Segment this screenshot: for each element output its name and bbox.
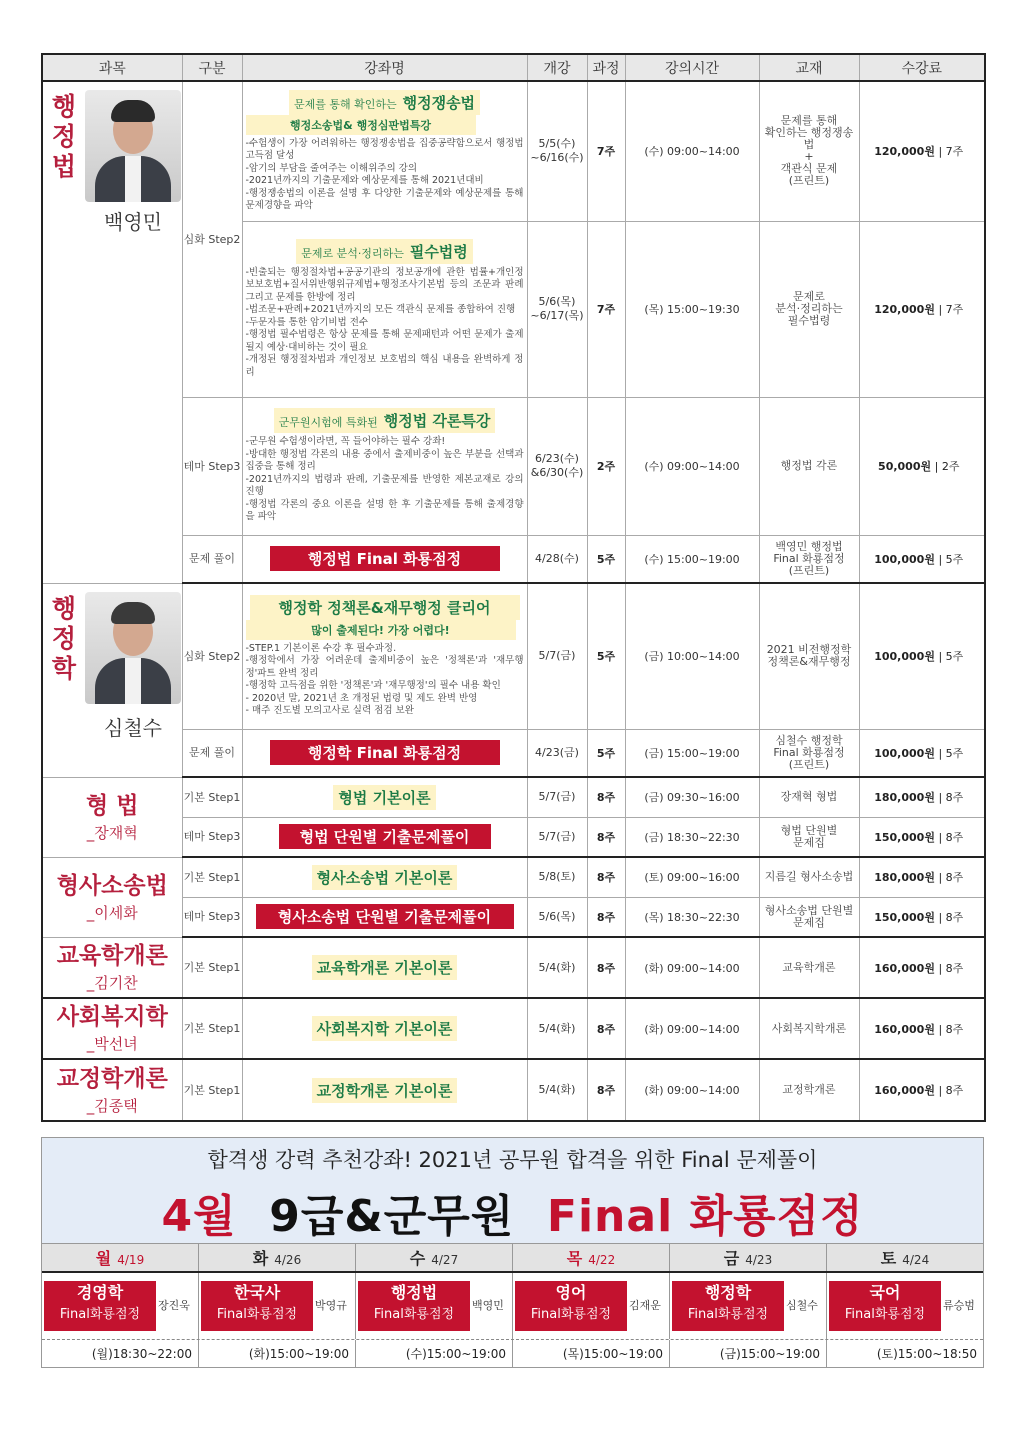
fee: 180,000원 | 8주	[859, 857, 985, 897]
lecture-time: (금) 09:30~16:00	[625, 777, 759, 817]
header-subject: 과목	[42, 54, 182, 81]
teacher-name: 백영민	[104, 210, 162, 234]
fee: 160,000원 | 8주	[859, 1059, 985, 1121]
course-cell	[242, 729, 527, 777]
teacher-name: _장재혁	[86, 823, 138, 842]
final-subject: 한국사	[233, 1283, 281, 1302]
table-row	[42, 81, 985, 221]
weeks: 8주	[587, 857, 625, 897]
teacher-name: _박선녀	[86, 1035, 138, 1053]
course-cell	[242, 777, 527, 817]
course-title[interactable]: 형법 단원별 기출문제풀이	[279, 824, 491, 849]
lecture-time: (금) 15:00~19:00	[625, 729, 759, 777]
course-description: -빈출되는 행정절차법+공공기관의 정보공개에 관한 법률+개인정보보호법+질서위반행위규제법+행정조사기본법 등의 조문과 판례 그리고 문제를 한방에 정리 -법조문+판례+2021년까지의 모든 객관식 문제를 종합하여 진행 -두문자를 통한 암기비법 전수 -행정법 필수법령은 항상 문제를 통해 문제패턴과 어떤 문제가 출제될지 예상·대비하는 것이 필요 -개정된 행정절차법과 개인정보 보호법의 핵심 내용을 완벽하게 정리	[245, 266, 524, 378]
subject-public-admin-cell	[42, 583, 182, 777]
schedule-table-wrapper	[41, 53, 984, 1122]
course-cell	[242, 221, 527, 397]
subject-title: 형 법	[86, 792, 139, 819]
teacher-name: 심철수	[104, 715, 162, 740]
subject-education-cell	[42, 937, 182, 998]
table-row	[42, 817, 985, 857]
course-cell	[242, 817, 527, 857]
start-date: 5/7(금)	[527, 777, 587, 817]
weeks: 8주	[587, 998, 625, 1059]
lecture-time: (목) 18:30~22:30	[625, 897, 759, 937]
header-textbook: 교재	[759, 54, 859, 81]
final-label: Final화룡점정	[373, 1307, 455, 1322]
final-course-card[interactable]	[513, 1273, 670, 1339]
start-date: 5/7(금)	[527, 817, 587, 857]
course-title[interactable]: 문제로 분석·정리하는 필수법령	[296, 239, 473, 264]
course-title[interactable]: 행정법 Final 화룡점정	[270, 546, 500, 571]
textbook: 형법 단원별 문제집	[759, 817, 859, 857]
fee: 100,000원 | 5주	[859, 535, 985, 583]
final-time: (금)15:00~19:00	[670, 1340, 827, 1367]
fee: 150,000원 | 8주	[859, 897, 985, 937]
fee: 180,000원 | 8주	[859, 777, 985, 817]
textbook: 문제를 통해 확인하는 행정쟁송법 + 객관식 문제 (프린트)	[759, 81, 859, 221]
course-cell	[242, 1059, 527, 1121]
final-teacher: 백영민	[472, 1299, 504, 1312]
textbook: 교정학개론	[759, 1059, 859, 1121]
final-subject: 경영학	[76, 1283, 124, 1302]
final-course-box[interactable]	[358, 1281, 470, 1331]
final-time: (수)15:00~19:00	[356, 1340, 513, 1367]
lecture-time: (토) 09:00~16:00	[625, 857, 759, 897]
course-title[interactable]: 교정학개론 기본이론	[312, 1078, 458, 1103]
table-row	[42, 1059, 985, 1121]
weeks: 5주	[587, 729, 625, 777]
final-course-card[interactable]	[42, 1273, 199, 1339]
banner-times-row	[42, 1339, 983, 1367]
course-title[interactable]: 교육학개론 기본이론	[312, 955, 458, 980]
final-time: (화)15:00~19:00	[199, 1340, 356, 1367]
weeks: 8주	[587, 777, 625, 817]
final-subject: 행정법	[390, 1283, 438, 1302]
table-row	[42, 729, 985, 777]
final-label: Final화룡점정	[844, 1307, 926, 1322]
table-row	[42, 937, 985, 998]
course-cell	[242, 857, 527, 897]
header-fee: 수강료	[859, 54, 985, 81]
final-teacher: 장진욱	[158, 1299, 190, 1312]
course-title[interactable]: 행정학 Final 화룡점정	[270, 740, 500, 765]
final-time: (목)15:00~19:00	[513, 1340, 670, 1367]
lecture-time: (화) 09:00~14:00	[625, 937, 759, 998]
course-title[interactable]: 형사소송법 단원별 기출문제풀이	[256, 904, 514, 929]
course-cell	[242, 897, 527, 937]
course-cell	[242, 998, 527, 1059]
course-title[interactable]: 형법 기본이론	[333, 785, 435, 810]
course-cell	[242, 535, 527, 583]
weeks: 8주	[587, 817, 625, 857]
division-cell: 기본 Step1	[182, 857, 242, 897]
division-cell: 테마 Step3	[182, 397, 242, 535]
start-date: 4/28(수)	[527, 535, 587, 583]
day-header: 화 4/26	[199, 1244, 356, 1271]
division-cell: 기본 Step1	[182, 1059, 242, 1121]
table-row	[42, 583, 985, 729]
course-subtitle: 행정소송법& 행정심판법특강	[246, 115, 476, 135]
course-title[interactable]: 군무원시험에 특화된 행정법 각론특강	[274, 408, 496, 433]
final-course-box[interactable]	[515, 1281, 627, 1331]
course-schedule-table	[41, 53, 986, 1122]
teacher-photo	[85, 592, 181, 704]
division-cell: 기본 Step1	[182, 998, 242, 1059]
table-row	[42, 857, 985, 897]
division-cell: 심화 Step2	[182, 81, 242, 397]
fee: 160,000원 | 8주	[859, 998, 985, 1059]
final-course-card[interactable]	[356, 1273, 513, 1339]
textbook: 장재혁 형법	[759, 777, 859, 817]
course-cell	[242, 583, 527, 729]
final-teacher: 박영규	[315, 1299, 347, 1312]
lecture-time: (금) 10:00~14:00	[625, 583, 759, 729]
subject-criminal-law-cell	[42, 777, 182, 857]
lecture-time: (금) 18:30~22:30	[625, 817, 759, 857]
day-header: 수 4/27	[356, 1244, 513, 1271]
banner-cards-row	[42, 1273, 983, 1339]
start-date: 4/23(금)	[527, 729, 587, 777]
subject-public-admin-title: 행 정 학	[51, 593, 77, 683]
final-time: (토)15:00~18:50	[876, 1347, 977, 1361]
subject-title: 형사소송법	[56, 872, 168, 899]
final-course-box[interactable]	[829, 1281, 941, 1331]
final-label: Final화룡점정	[687, 1307, 769, 1322]
weeks: 8주	[587, 897, 625, 937]
final-subject: 국어	[869, 1283, 901, 1302]
division-cell: 기본 Step1	[182, 937, 242, 998]
course-description: -STEP.1 기본이론 수강 후 필수과정. -행정학에서 가장 어려운데 출제비중이 높은 '정책론'과 '재무행정'파트 완벽 정리 -행정학 고득점을 위한 '정책론'과 '재무행정'의 필수 내용 확인 - 2020년 말, 2021년 초 개정된 법령 및 제도 완벽 반영 - 매주 진도별 모의고사로 실력 점검 보완	[245, 642, 524, 717]
final-subject: 행정학	[704, 1283, 752, 1302]
teacher-name: _김종택	[86, 1096, 138, 1115]
final-label: Final화룡점정	[59, 1307, 141, 1322]
final-time: (월)18:30~22:00	[42, 1340, 199, 1367]
start-date: 5/8(토)	[527, 857, 587, 897]
final-course-card[interactable]	[199, 1273, 356, 1339]
banner-title: 4월 9급&군무원 Final 화룡점정	[161, 1191, 864, 1242]
textbook: 문제로 분석·정리하는 필수법령	[759, 221, 859, 397]
division-cell: 테마 Step3	[182, 817, 242, 857]
textbook: 지름길 형사소송법	[759, 857, 859, 897]
teacher-name: _김기찬	[86, 973, 138, 992]
table-row	[42, 777, 985, 817]
course-title[interactable]: 형사소송법 기본이론	[312, 865, 458, 890]
weeks: 8주	[587, 937, 625, 998]
weeks: 7주	[587, 81, 625, 221]
weeks: 7주	[587, 221, 625, 397]
table-row	[42, 535, 985, 583]
final-course-box[interactable]	[672, 1281, 784, 1331]
course-cell	[242, 397, 527, 535]
day-header: 월 4/19	[42, 1244, 199, 1271]
course-description: -군무원 수험생이라면, 꼭 들어야하는 필수 강좌! -방대한 행정법 각론의 내용 중에서 출제비중이 높은 부분을 선택과 집중을 통해 정리 -2021년까지의 법령과 판례, 기출문제를 반영한 제본교재로 강의진행 -행정법 각론의 중요 이론을 설명 한 후 기출문제를 통해 출제경향을 파악	[245, 436, 524, 523]
fee: 100,000원 | 5주	[859, 729, 985, 777]
lecture-time: (수) 09:00~14:00	[625, 81, 759, 221]
final-course-card[interactable]	[827, 1273, 983, 1339]
start-date: 5/6(목) ~6/17(목)	[527, 221, 587, 397]
day-header: 금 4/23	[670, 1244, 827, 1271]
course-description: -수험생이 가장 어려워하는 행정쟁송법을 집중공략함으로서 행정법 고득점 달성 -암기의 부담을 줄여주는 이해위주의 강의 -2021년까지의 기출문제와 예상문제를 통해 2021년대비 -행정쟁송법의 이론을 설명 후 다양한 기출문제와 예상문제를 통해 문제경향을 파악	[245, 137, 524, 212]
lecture-time: (화) 09:00~14:00	[625, 998, 759, 1059]
division-cell: 문제 풀이	[182, 535, 242, 583]
final-teacher: 심철수	[786, 1299, 818, 1312]
start-date: 5/4(화)	[527, 998, 587, 1059]
final-teacher: 김재운	[629, 1299, 661, 1312]
subject-corrections-cell	[42, 1059, 182, 1121]
header-division: 구분	[182, 54, 242, 81]
banner-tagline: 합격생 강력 추천강좌! 2021년 공무원 합격을 위한 Final 문제풀이	[207, 1148, 818, 1172]
subject-criminal-procedure-cell	[42, 857, 182, 937]
final-course-card[interactable]	[670, 1273, 827, 1339]
division-cell: 기본 Step1	[182, 777, 242, 817]
course-subtitle: 많이 출제된다! 가장 어렵다!	[246, 620, 516, 640]
final-banner	[41, 1137, 984, 1368]
fee: 50,000원 | 2주	[859, 397, 985, 535]
textbook: 백영민 행정법 Final 화룡점정 (프린트)	[759, 535, 859, 583]
final-subject: 영어	[555, 1283, 587, 1302]
course-title[interactable]: 행정학 정책론&재무행정 클리어	[250, 595, 520, 620]
table-row	[42, 998, 985, 1059]
final-label: Final화룡점정	[530, 1307, 612, 1322]
course-title[interactable]: 사회복지학 기본이론	[312, 1016, 458, 1041]
table-row	[42, 897, 985, 937]
course-cell	[242, 937, 527, 998]
day-header: 토 4/24	[880, 1249, 930, 1268]
fee: 160,000원 | 8주	[859, 937, 985, 998]
weeks: 5주	[587, 583, 625, 729]
subject-title: 사회복지학	[56, 1004, 168, 1030]
start-date: 5/7(금)	[527, 583, 587, 729]
subject-admin-law-cell	[42, 81, 182, 583]
lecture-time: (수) 15:00~19:00	[625, 535, 759, 583]
table-row	[42, 397, 985, 535]
start-date: 5/4(화)	[527, 1059, 587, 1121]
fee: 120,000원 | 7주	[859, 221, 985, 397]
fee: 120,000원 | 7주	[859, 81, 985, 221]
weeks: 8주	[587, 1059, 625, 1121]
subject-social-welfare-cell	[42, 998, 182, 1059]
division-cell: 문제 풀이	[182, 729, 242, 777]
textbook: 형사소송법 단원별 문제집	[759, 897, 859, 937]
start-date: 5/4(화)	[527, 937, 587, 998]
header-lecture-time: 강의시간	[625, 54, 759, 81]
division-cell: 심화 Step2	[182, 583, 242, 729]
table-header-row	[42, 54, 985, 81]
start-date: 5/6(목)	[527, 897, 587, 937]
start-date: 6/23(수) &6/30(수)	[527, 397, 587, 535]
header-start-date: 개강	[527, 54, 587, 81]
textbook: 심철수 행정학 Final 화룡점정 (프린트)	[759, 729, 859, 777]
subject-title: 교육학개론	[56, 942, 168, 969]
textbook: 2021 비전행정학 정책론&재무행정	[759, 583, 859, 729]
textbook: 사회복지학개론	[759, 998, 859, 1059]
banner-days-row	[42, 1243, 983, 1273]
header-course-name: 강좌명	[242, 54, 527, 81]
lecture-time: (화) 09:00~14:00	[625, 1059, 759, 1121]
teacher-photo	[85, 90, 181, 202]
start-date: 5/5(수) ~6/16(수)	[527, 81, 587, 221]
banner-header	[42, 1138, 983, 1243]
day-header: 목 4/22	[513, 1244, 670, 1271]
lecture-time: (수) 09:00~14:00	[625, 397, 759, 535]
course-cell	[242, 81, 527, 221]
teacher-name: _이세화	[86, 903, 138, 922]
subject-title: 교정학개론	[56, 1065, 168, 1092]
division-cell: 테마 Step3	[182, 897, 242, 937]
weeks: 2주	[587, 397, 625, 535]
fee: 100,000원 | 5주	[859, 583, 985, 729]
weeks: 5주	[587, 535, 625, 583]
header-weeks: 과정	[587, 54, 625, 81]
course-title[interactable]: 문제를 통해 확인하는 행정쟁송법	[289, 90, 480, 115]
fee: 150,000원 | 8주	[859, 817, 985, 857]
final-teacher: 류승범	[943, 1299, 975, 1312]
lecture-time: (목) 15:00~19:30	[625, 221, 759, 397]
final-course-box[interactable]	[44, 1281, 156, 1331]
textbook: 행정법 각론	[759, 397, 859, 535]
subject-admin-law-title: 행 정 법	[51, 92, 77, 181]
textbook: 교육학개론	[759, 937, 859, 998]
final-course-box[interactable]	[201, 1281, 313, 1331]
final-label: Final화룡점정	[216, 1307, 298, 1322]
